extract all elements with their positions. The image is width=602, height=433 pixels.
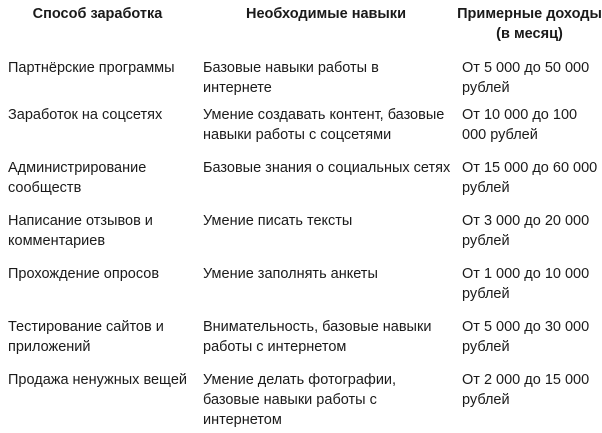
cell-income: От 5 000 до 30 000 рублей — [462, 319, 590, 355]
cell-income: От 2 000 до 15 000 рублей — [462, 372, 590, 408]
table-row — [0, 158, 602, 211]
cell-income: От 15 000 до 60 000 рублей — [462, 160, 598, 196]
table-row — [0, 211, 602, 264]
cell-skills: Умение писать тексты — [203, 213, 353, 229]
table-row — [0, 370, 602, 430]
cell-income: От 10 000 до 100 000 рублей — [462, 107, 578, 143]
cell-income: От 1 000 до 10 000 рублей — [462, 266, 590, 302]
header-skills: Необходимые навыки — [246, 6, 406, 22]
header-row — [0, 0, 602, 52]
cell-method: Тестирование сайтов и приложений — [8, 319, 164, 355]
cell-method: Продажа ненужных вещей — [8, 372, 187, 388]
cell-method: Администрирование сообществ — [8, 160, 147, 196]
table-row — [0, 264, 602, 317]
cell-method: Прохождение опросов — [8, 266, 160, 282]
cell-skills: Умение создавать контент, базовые навыки работы с соцсетями — [203, 107, 445, 143]
header-method: Способ заработка — [32, 6, 163, 22]
cell-income: От 5 000 до 50 000 рублей — [462, 60, 590, 96]
cell-income: От 3 000 до 20 000 рублей — [462, 213, 590, 249]
cell-skills: Базовые знания о социальных сетях — [203, 160, 451, 176]
table-header — [0, 0, 602, 52]
table-row — [0, 105, 602, 158]
cell-method: Заработок на соцсетях — [8, 107, 163, 123]
cell-method: Написание отзывов и комментариев — [8, 213, 153, 249]
cell-skills: Внимательность, базовые навыки работы с интернетом — [203, 319, 432, 355]
table-row — [0, 52, 602, 105]
cell-skills: Базовые навыки работы в интернете — [203, 60, 379, 96]
table-body — [0, 52, 602, 430]
table-row — [0, 317, 602, 370]
cell-skills: Умение заполнять анкеты — [203, 266, 378, 282]
cell-method: Партнёрские программы — [8, 60, 175, 76]
header-income: Примерные доходы (в месяц) — [457, 6, 602, 42]
cell-skills: Умение делать фотографии, базовые навыки работы с интернетом — [203, 372, 397, 428]
